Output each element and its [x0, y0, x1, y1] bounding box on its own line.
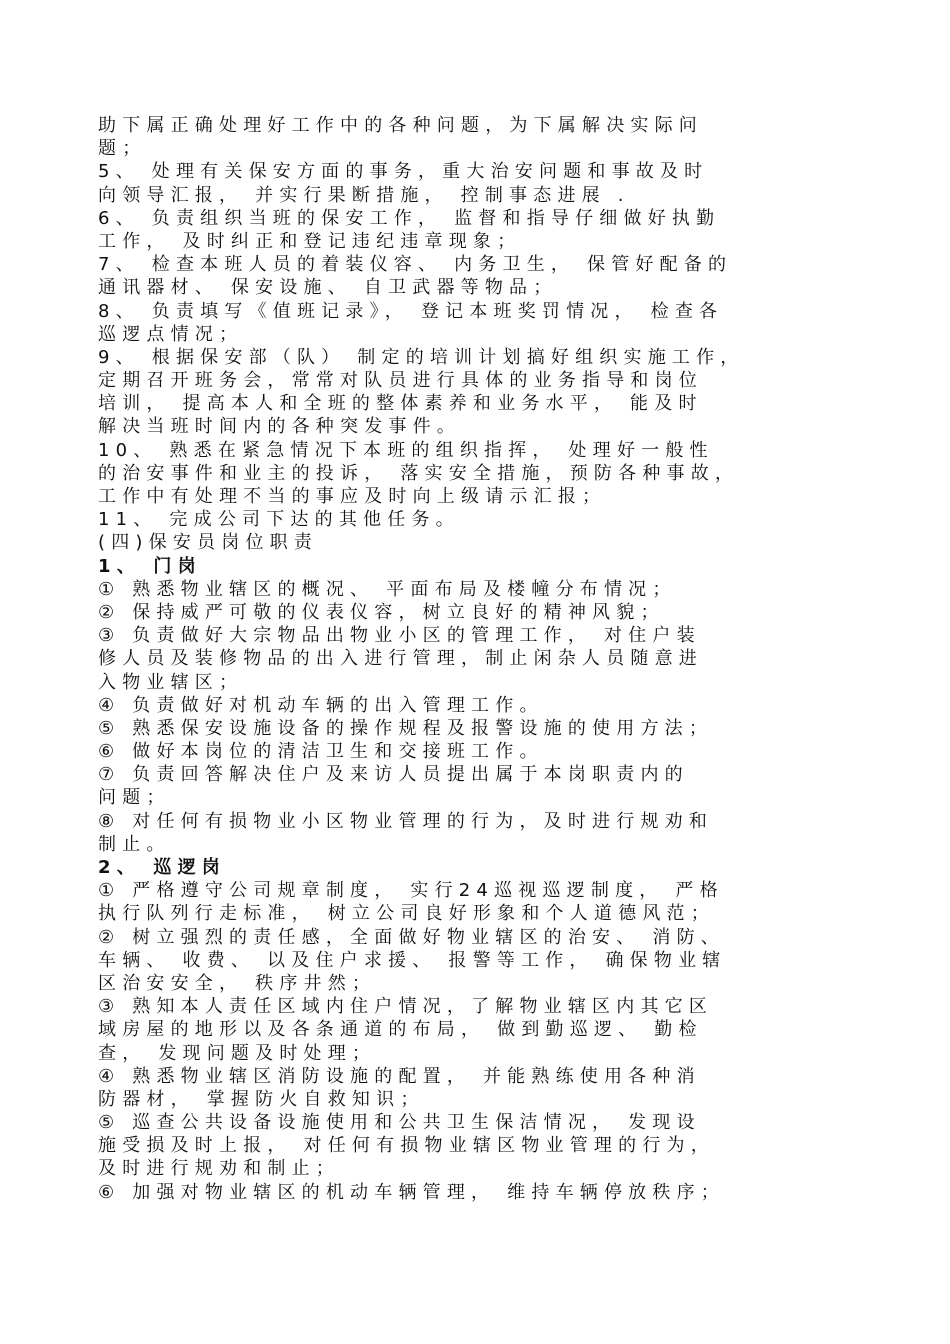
- text-line: 定期召开班务会，常常对队员进行具体的业务指导和岗位: [98, 370, 703, 392]
- text-line: ③ 熟知本人责任区域内住户情况，了解物业辖区内其它区: [98, 996, 714, 1018]
- text-line: 10、 熟悉在紧急情况下本班的组织指挥， 处理好一般性: [98, 439, 714, 461]
- text-line: ④ 熟悉物业辖区消防设施的配置， 并能熟练使用各种消: [98, 1065, 701, 1087]
- text-line: 的治安事件和业主的投诉， 落实安全措施，预防各种事故，: [98, 462, 740, 484]
- subsection-heading: 1、 门岗: [98, 555, 202, 577]
- text-line: ③ 负责做好大宗物品出物业小区的管理工作， 对住户装: [98, 625, 701, 647]
- text-line: 区治安安全， 秩序井然；: [98, 972, 377, 994]
- text-line: 7、 检查本班人员的着装仪容、 内务卫生， 保管好配备的: [98, 254, 733, 276]
- text-line: 制止。: [98, 833, 171, 855]
- text-line: ④ 负责做好对机动车辆的出入管理工作。: [98, 694, 544, 716]
- text-line: 助下属正确处理好工作中的各种问题，为下属解决实际问: [98, 115, 703, 136]
- text-line: 工作， 及时纠正和登记违纪违章现象；: [98, 230, 522, 252]
- text-line: ⑥ 加强对物业辖区的机动车辆管理， 维持车辆停放秩序；: [98, 1181, 725, 1203]
- text-line: ⑤ 巡查公共设备设施使用和公共卫生保洁情况， 发现设: [98, 1112, 701, 1134]
- text-line: 培训， 提高本人和全班的整体素养和业务水平， 能及时: [98, 393, 703, 415]
- text-line: 入物业辖区；: [98, 671, 244, 693]
- text-line: ⑦ 负责回答解决住户及来访人员提出属于本岗职责内的: [98, 764, 689, 786]
- text-line: 修人员及装修物品的出入进行管理，制止闲杂人员随意进: [98, 648, 703, 670]
- text-line: 车辆、 收费、 以及住户求援、 报警等工作， 确保物业辖: [98, 949, 727, 971]
- text-line: 巡逻点情况；: [98, 323, 244, 345]
- text-line: 通讯器材、 保安设施、 自卫武器等物品；: [98, 277, 558, 299]
- text-line: 向领导汇报， 并实行果断措施， 控制事态进展 .: [98, 184, 630, 206]
- text-line: 工作中有处理不当的事应及时向上级请示汇报；: [98, 486, 607, 507]
- text-line: 查， 发现问题及时处理；: [98, 1042, 377, 1064]
- text-line: 11、 完成公司下达的其他任务。: [98, 509, 460, 531]
- text-line: ⑧ 对任何有损物业小区物业管理的行为，及时进行规劝和: [98, 810, 714, 832]
- text-line: 8、 负责填写《值班记录》， 登记本班奖罚情况， 检查各: [98, 300, 724, 322]
- text-line: 域房屋的地形以及各条通道的布局， 做到勤巡逻、 勤检: [98, 1019, 703, 1041]
- text-line: 题；: [98, 138, 147, 160]
- section-title: (四)保安员岗位职责: [98, 532, 319, 554]
- text-line: 施受损及时上报， 对任何有损物业辖区物业管理的行为，: [98, 1135, 715, 1157]
- text-line: ⑥ 做好本岗位的清洁卫生和交接班工作。: [98, 741, 544, 763]
- text-line: 9、 根据保安部（队） 制定的培训计划搞好组织实施工作，: [98, 346, 745, 368]
- subsection-heading: 2、 巡逻岗: [98, 857, 226, 878]
- text-line: 防器材， 掌握防火自救知识；: [98, 1088, 425, 1110]
- text-line: ① 严格遵守公司规章制度， 实行24巡视巡逻制度， 严格: [98, 880, 724, 902]
- text-line: ② 保持威严可敬的仪表仪容，树立良好的精神风貌；: [98, 601, 665, 623]
- text-line: 6、 负责组织当班的保安工作， 监督和指导仔细做好执勤: [98, 207, 721, 229]
- text-line: ⑤ 熟悉保安设施设备的操作规程及报警设施的使用方法；: [98, 717, 714, 739]
- document-page: [98, 114, 868, 1204]
- text-line: 及时进行规劝和制止；: [98, 1158, 340, 1180]
- text-line: 执行队列行走标准， 树立公司良好形象和个人道德风范；: [98, 903, 715, 925]
- text-line: 解决当班时间内的各种突发事件。: [98, 416, 461, 438]
- text-line: ② 树立强烈的责任感，全面做好物业辖区的治安、 消防、: [98, 926, 725, 948]
- text-line: ① 熟悉物业辖区的概况、 平面布局及楼幢分布情况；: [98, 578, 677, 600]
- text-line: 问题；: [98, 787, 171, 809]
- text-line: 5、 处理有关保安方面的事务，重大治安问题和事故及时: [98, 161, 709, 183]
